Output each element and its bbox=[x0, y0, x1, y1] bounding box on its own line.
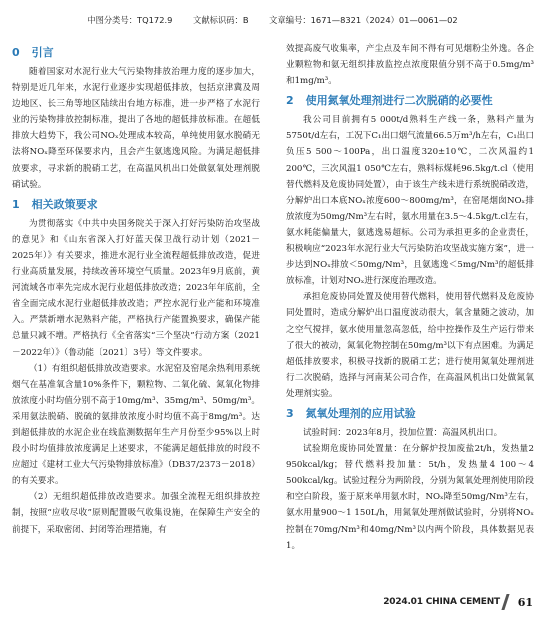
journal-issue: 2024.01 CHINA CEMENT bbox=[383, 597, 500, 607]
section-number: 1 bbox=[12, 197, 20, 211]
right-column bbox=[286, 41, 534, 554]
policy-paragraph: 为贯彻落实《中共中央国务院关于深入打好污染防治攻坚战的意见》和《山东省深入打好蓝天保卫战行动计划（2021－2025年）》有关要求，推进水泥行业全流程超低排放改造，促进行业高质量发展，持续改善环境空气质量。2023年9月底前，黄河流域各市率先完成水泥行业超低排放改造；2023年年底前，全省全面完成水泥行业超低排放改造；严控水泥行业产能和环境准入。严禁新增水泥熟料产能，严格执行产能置换要求，确保产能总量只减不增。严格执行《全省落实“三个坚决”行动方案（2021－2022年）》（鲁动能〔2021〕3号）等文件要求。 bbox=[12, 218, 260, 358]
unorganized-emission-paragraph: （2）无组织超低排放改造要求。加强全流程无组织排放控制，按照“应收尽收”原则配置吸气收集设施，在保障生产安全的前提下，采取密闭、封闭等治理措施，有 bbox=[12, 492, 260, 535]
section-heading-policy bbox=[12, 195, 260, 215]
section-heading-intro bbox=[12, 43, 260, 63]
section-heading-experiment bbox=[286, 404, 534, 424]
section-title: 使用氮氧处理剂进行二次脱硝的必要性 bbox=[305, 94, 493, 108]
experiment-time-paragraph: 试验时间：2023年8月，投加位置：高温风机出口。 bbox=[303, 427, 503, 438]
section-title: 氮氧处理剂的应用试验 bbox=[305, 406, 416, 420]
necessity-paragraph-1: 我公司目前拥有5 000t/d熟料生产线一条，熟料产量为5750t/d左右，工况下C₁出口烟气流量66.5万m³/h左右，C₁出口负压5 500～100Pa，出口温度320±10℃，二次风温约1 200℃，三次风温1 050℃左右，熟料标煤耗96.5kg/t.cl（使用替代燃料及危废协同处置），由于该生产线未进行系统脱硝改造，分解炉出口本底NOₓ浓度600～800mg/m³，在窑尾烟囱NOₓ排放浓度为50mg/Nm³左右时，氨水用量在3.5～4.5kg/t.cl左右，氨水耗能偏量大，氨逃逸易超标。公司为承担更多的企业责任，积极响应“2023年水泥行业大气污染防治攻坚战实施方案”，进一步达到NOₓ排放＜50mg/Nm³，且氨逃逸＜5mg/Nm³的超低排放标准，计划对NOₓ进行深度治理改造。 bbox=[286, 115, 534, 287]
footer-divider bbox=[501, 594, 509, 610]
left-column bbox=[12, 41, 260, 538]
section-title: 引言 bbox=[31, 46, 54, 59]
organized-emission-paragraph: （1）有组织超低排放改造要求。水泥窑及窑尾余热利用系统烟气在基准氧含量10%条件下，颗粒物、二氧化硫、氮氧化物排放浓度小时均值分别不高于10mg/m³、35mg/m³、50mg/m³。采用氨法脱硝、脱硫的氨排放浓度小时均值不高于8mg/m³。达到超低排放的水泥企业在线监测数据年生产月份至少95%以上时段小时均值排放浓度满足上述要求，不能满足超低排放的时段不应超过《建材工业大气污染物排放标准》（DB37/2373－2018）的有关要求。 bbox=[12, 363, 260, 487]
clc-number: 中图分类号：TQ172.9 bbox=[87, 15, 173, 25]
section-number: 2 bbox=[286, 94, 294, 108]
document-code: 文献标识码：B bbox=[193, 15, 249, 25]
section-title: 相关政策要求 bbox=[31, 197, 98, 211]
journal-header bbox=[0, 14, 545, 26]
page-number: 61 bbox=[517, 596, 533, 609]
article-number: 文章编号：1671—8321（2024）01—0061—02 bbox=[269, 15, 458, 25]
continued-paragraph: 效提高废气收集率，产尘点及车间不得有可见烟粉尘外逸。各企业颗粒物和氨无组织排放监控点浓度限值分别不高于0.5mg/m³和1mg/m³。 bbox=[286, 44, 534, 87]
experiment-detail-paragraph: 试验期危废协同处置量：在分解炉投加废盐2t/h，发热量2 950kcal/kg；替代燃料投加量：5t/h，发热量4 100～4 500kcal/kg。试验过程分为两阶段，分别为氮氧处理剂使用阶段和空白阶段，鉴于原来单用氨水时，NOₓ降至50mg/Nm³左右，氨水用量900～1 150L/h，用氮氧处理剂做试验时，分别将NOₓ控制在70mg/Nm³和40mg/Nm³以内两个阶段，具体数据见表1。 bbox=[286, 444, 534, 551]
necessity-paragraph-2: 承担危废协同处置及使用替代燃料，使用替代燃料及危废协同处置时，造成分解炉出口温度波动很大，氧含量随之波动，加之空气搅拌，氨水使用量忽高忽低，给中控操作及生产运行带来了很大的被动，氮氧化物控制在50mg/m³以下有点困难。为满足超低排放要求，积极寻找新的脱硝工艺；进行使用氮氧处理剂进行二次脱硝，选择与河南某公司合作，在高温风机出口处做氮氧处理剂实验。 bbox=[286, 292, 534, 399]
intro-paragraph: 随着国家对水泥行业大气污染物排放治理力度的逐步加大，特别是近几年来，水泥行业逐步实现超低排放，包括京津冀及周边地区、长三角等地区陆续出台地方标准，进一步严格了水泥行业的污染物排放控制标准，提出了各地的超低排放标准。在超低排放大趋势下，我公司NOₓ处理成本较高，单纯使用氨水脱硝无法将NOₓ降至环保要求内，且会产生氨逃逸风险。为满足超低排放要求，寻求新的脱硝工艺，在高温风机出口处做氨氧处理剂脱硝试验。 bbox=[12, 67, 260, 190]
section-number: 0 bbox=[12, 46, 20, 59]
section-heading-necessity bbox=[286, 91, 534, 111]
page-footer bbox=[0, 594, 545, 614]
section-number: 3 bbox=[286, 406, 294, 420]
